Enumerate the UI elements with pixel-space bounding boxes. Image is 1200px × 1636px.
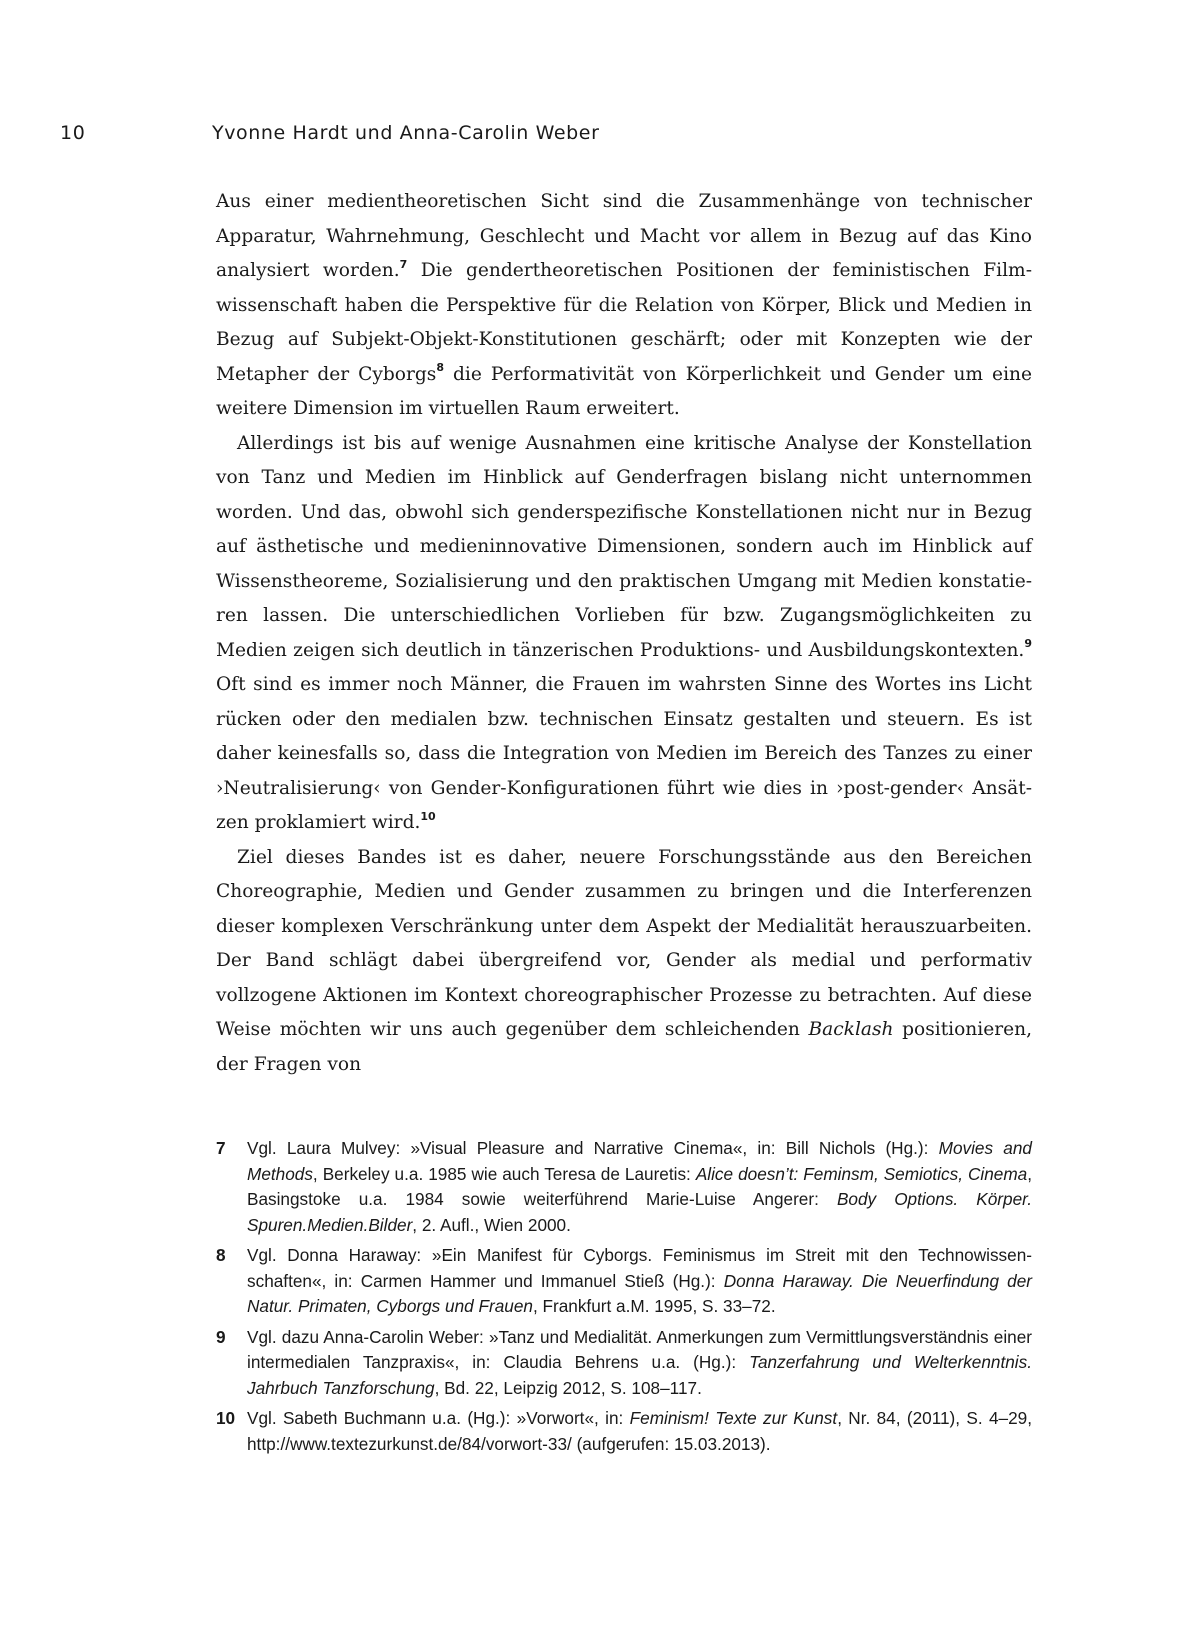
footnotes [216,1136,1032,1462]
footnote-text: , Bd. 22, Leipzig 2012, S. 108–117. [434,1377,702,1398]
footnote-number: 9 [216,1326,226,1347]
footnote-text: , Frankfurt a.M. 1995, S. 33–72. [532,1296,776,1316]
footnote-text: Vgl. Laura Mulvey: »Visual Pleasure and Narrative Cinema«, in: Bill Nichols (Hg.): [247,1138,939,1158]
page-header [0,122,1200,152]
paragraph-1-text-a: Aus einer medientheoretischen Sicht sind die Zusammenhänge von technischer Apparatur, Wahrnehmung, Geschlecht und Macht vor allem in Bezug auf das Kino analysiert worden. [216,191,1032,281]
footnote-text: , Berkeley u.a. 1985 wie auch Teresa de Lauretis: [312,1163,696,1184]
footnote-8 [216,1243,1032,1320]
paragraph-2-text-b: Oft sind es immer noch Männer, die Frauen im wahrsten Sinne des Wortes ins Licht rücken oder den medialen bzw. technischen Einsatz gestalten und steuern. Es ist daher keinesfalls so, dass die Integration von Medien im Bereich des Tanzes zu einer ›Neutralisierung‹ von Gender-Konfigurationen führt wie dies in ›post-gender‹ Ansätzen proklamiert wird. [216,674,1032,833]
footnote-number: 8 [216,1245,226,1265]
footnote-ref-8: 8 [436,361,444,375]
footnote-ref-9: 9 [1024,637,1032,651]
footnote-number: 7 [216,1138,226,1158]
footnote-title: Tanzerfahrung und Welterkenntnis. Jahrbuch Tanzforschung [247,1352,1032,1398]
footnote-title: Alice doesn’t: Feminsm, Semiotics, Cinema [695,1163,1028,1184]
footnote-text: Vgl. Donna Haraway: »Ein Manifest für Cyborgs. Feminismus im Streit mit den Technowissenschaften«, in: Carmen Hammer und Immanuel Stieß (Hg.): [247,1245,1032,1291]
footnote-10 [216,1406,1032,1457]
main-text [216,185,1032,1082]
paragraph-3-emphasis: Backlash [808,1019,894,1040]
footnote-title: Body Options. Körper. Spuren.Medien.Bilder [247,1189,1033,1235]
paragraph-2-text-a: Allerdings ist bis auf wenige Ausnahmen eine kritische Analyse der Konstellation von Tanz und Medien im Hinblick auf Genderfragen bislang nicht unternommen worden. Und das, obwohl sich genderspezifische Konstellationen nicht nur in Bezug auf ästhetische und medieninnovative Dimensionen, sondern auch im Hinblick auf Wissenstheoreme, Sozialisierung und den praktischen Umgang mit Medien konstatieren lassen. Die unterschiedlichen Vorlieben für bzw. Zugangsmöglichkeiten zu Medien zeigen sich deutlich in tänzerischen Produktions- und Ausbildungskontexten. [216,432,1032,661]
footnote-number: 10 [216,1408,236,1428]
footnote-9 [216,1325,1032,1402]
paragraph-1-text-c: die Performativität von Körperlichkeit und Gender um eine weitere Dimension im virtuellen Raum erweitert. [216,363,1032,419]
paragraph-3 [216,841,1032,1083]
footnote-7 [216,1136,1032,1238]
footnote-text: , 2. Aufl., Wien 2000. [412,1214,571,1235]
footnote-text: Vgl. dazu Anna-Carolin Weber: »Tanz und Medialität. Anmerkungen zum Vermittlungsverständnis einer intermedialen Tanzpraxis«, in: Claudia Behrens u.a. (Hg.): [247,1326,1032,1372]
paragraph-3-text-a: Ziel dieses Bandes ist es daher, neuere Forschungsstände aus den Bereichen Choreographie, Medien und Gender zusammen zu bringen und die Interferenzen dieser komplexen Verschränkung unter dem Aspekt der Medialität herauszuarbeiten. Der Band schlägt dabei übergreifend vor, Gender als medial und performativ vollzogene Aktionen im Kontext choreographischer Prozesse zu betrachten. Auf diese Weise möchten wir uns auch gegenüber dem schleichenden [216,846,1032,1040]
paragraph-1-text-b: Die gendertheoretischen Positionen der feministischen Filmwissenschaft haben die Perspektive für die Relation von Körper, Blick und Medien in Bezug auf Subjekt-Objekt-Konstitutionen geschärft; oder mit Konzepten wie der Metapher der Cyborgs [216,260,1032,385]
footnote-title: Donna Haraway. Die Neuerfindung der Natur. Primaten, Cyborgs und Frauen [247,1270,1032,1316]
footnote-text: , Basingstoke u.a. 1984 sowie weiterführend Marie-Luise Angerer: [247,1163,1032,1209]
running-head: Yvonne Hardt und Anna-Carolin Weber [212,122,600,144]
paragraph-3-text-b: positionieren, der Fragen von [216,1019,1033,1075]
paragraph-2 [216,427,1032,841]
footnote-title: Movies and Methods [247,1138,1032,1184]
footnote-ref-10: 10 [420,809,436,823]
footnote-text: , Nr. 84, (2011), S. 4–29, http://www.textezurkunst.de/84/vorwort-33/ (aufgerufen: 15.03.2013). [247,1408,1032,1454]
footnote-text: Vgl. Sabeth Buchmann u.a. (Hg.): »Vorwort«, in: [247,1408,630,1428]
footnote-ref-7: 7 [399,257,408,271]
page-number: 10 [60,122,86,144]
paragraph-1 [216,185,1032,427]
footnote-title: Feminism! Texte zur Kunst [629,1408,838,1428]
